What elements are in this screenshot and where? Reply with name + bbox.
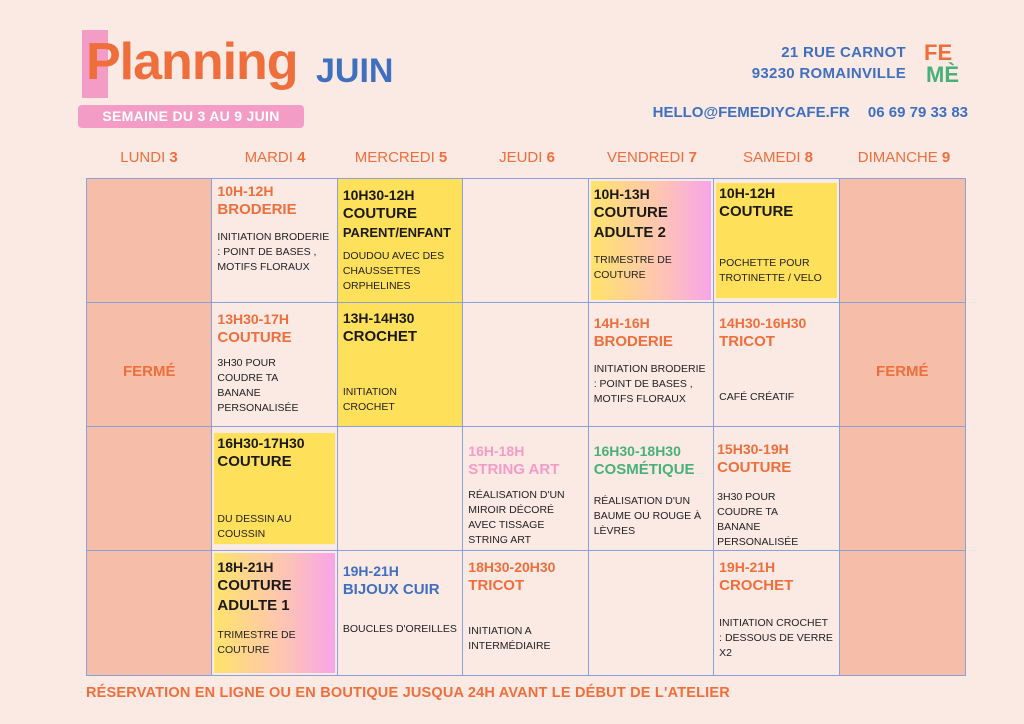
logo-top: FE <box>924 40 953 65</box>
saturday-slot-2[interactable] <box>714 303 839 427</box>
address-line-2: 93230 ROMAINVILLE <box>751 65 906 82</box>
day-header-saturday: SAMEDI 8 <box>742 149 814 166</box>
thursday-slot-4[interactable] <box>463 551 588 675</box>
schedule-grid <box>86 178 966 676</box>
event-description: 3H30 POUR COUDRE TA BANANE PERSONALISÉE <box>717 491 799 548</box>
event-description: RÉALISATION D'UN MIROIR DÉCORÉ AVEC TISSAGE STRING ART <box>468 489 565 546</box>
event-time: 13H-14H30 <box>342 310 415 326</box>
event-card[interactable] <box>591 181 711 300</box>
day-header-friday: VENDREDI 7 <box>606 149 698 166</box>
event-name: CROCHET <box>342 328 418 345</box>
tuesday-slot-1[interactable] <box>212 179 337 303</box>
day-header-wednesday: MERCREDI 5 <box>354 149 448 166</box>
event-name: CROCHET <box>719 577 794 594</box>
friday-slot-3[interactable] <box>589 427 714 551</box>
day-header-thursday: JEUDI 6 <box>499 149 555 166</box>
event-subtitle: PARENT/ENFANT <box>342 225 451 240</box>
event-card[interactable] <box>214 305 334 418</box>
phone-number[interactable]: 06 69 79 33 83 <box>867 104 968 121</box>
event-time: 18H-21H <box>217 559 274 575</box>
wednesday-slot-3 <box>338 427 463 551</box>
friday-slot-2[interactable] <box>589 303 714 427</box>
sunday-slot-1 <box>840 179 965 303</box>
friday-slot-1[interactable] <box>589 179 714 303</box>
address <box>752 42 906 84</box>
event-card[interactable] <box>214 181 334 277</box>
event-description: DOUDOU AVEC DES CHAUSSETTES ORPHELINES <box>342 250 445 292</box>
event-card[interactable] <box>340 305 460 417</box>
address-line-1: 21 RUE CARNOT <box>781 44 906 61</box>
closed-label-monday: FERMÉ <box>122 363 176 380</box>
event-name: COUTURE ADULTE 1 <box>217 577 292 614</box>
event-name: BIJOUX CUIR <box>342 581 440 598</box>
event-time: 18H30-20H30 <box>468 559 556 575</box>
event-description: DU DESSIN AU COUSSIN <box>217 513 292 540</box>
event-time: 14H-16H <box>593 315 650 331</box>
event-time: 10H-13H <box>593 186 650 202</box>
saturday-slot-3[interactable] <box>714 427 839 551</box>
event-name: COSMÉTIQUE <box>593 461 695 478</box>
event-time: 19H-21H <box>342 563 399 579</box>
closed-label-sunday: FERMÉ <box>876 363 929 380</box>
event-name: COUTURE <box>217 453 292 470</box>
event-description: CAFÉ CRÉATIF <box>719 391 795 403</box>
event-description: RÉALISATION D'UN BAUME OU ROUGE À LÈVRES <box>593 495 702 537</box>
event-time: 10H-12H <box>719 185 776 201</box>
event-card[interactable] <box>214 433 334 544</box>
event-card[interactable] <box>591 305 711 409</box>
event-time: 10H-12H <box>217 183 274 199</box>
wednesday-slot-2[interactable] <box>338 303 463 427</box>
sunday-slot-2 <box>840 303 965 427</box>
sunday-slot-4 <box>840 551 965 675</box>
event-name: COUTURE <box>342 205 418 222</box>
event-name: COUTURE ADULTE 2 <box>593 204 668 241</box>
day-header-monday: LUNDI 3 <box>120 149 178 166</box>
day-header-sunday: DIMANCHE 9 <box>857 149 951 166</box>
thursday-slot-2 <box>463 303 588 427</box>
event-description: TRIMESTRE DE COUTURE <box>217 629 296 656</box>
monday-slot-2 <box>87 303 212 427</box>
sunday-slot-3 <box>840 427 965 551</box>
event-card[interactable] <box>465 553 585 656</box>
event-description: BOUCLES D'OREILLES <box>342 623 457 635</box>
event-card[interactable] <box>591 429 711 541</box>
month-label: JUIN <box>316 52 394 90</box>
friday-slot-4 <box>589 551 714 675</box>
event-description: 3H30 POUR COUDRE TA BANANE PERSONALISÉE <box>217 357 299 414</box>
event-card[interactable] <box>714 429 836 552</box>
event-name: TRICOT <box>719 333 775 350</box>
event-name: COUTURE <box>217 329 292 346</box>
event-time: 16H-18H <box>468 443 525 459</box>
saturday-slot-1[interactable] <box>714 179 839 303</box>
event-card[interactable] <box>214 553 334 673</box>
event-name: BRODERIE <box>217 201 297 218</box>
event-time: 15H30-19H <box>717 441 789 457</box>
monday-slot-4 <box>87 551 212 675</box>
tuesday-slot-3[interactable] <box>212 427 337 551</box>
event-name: COUTURE <box>719 203 794 220</box>
event-card[interactable] <box>340 181 460 296</box>
event-description: INITIATION A INTERMÉDIAIRE <box>468 625 551 652</box>
contact <box>639 104 968 121</box>
event-description: TRIMESTRE DE COUTURE <box>593 254 672 281</box>
thursday-slot-1 <box>463 179 588 303</box>
event-name: STRING ART <box>468 461 560 478</box>
event-time: 16H30-17H30 <box>217 435 305 451</box>
event-name: TRICOT <box>468 577 525 594</box>
event-name: COUTURE <box>717 459 792 476</box>
email-link[interactable]: HELLO@FEMEDIYCAFE.FR <box>652 104 850 121</box>
event-description: INITIATION CROCHET <box>342 386 397 413</box>
event-card[interactable] <box>465 429 585 550</box>
event-time: 16H30-18H30 <box>593 443 681 459</box>
thursday-slot-3[interactable] <box>463 427 588 551</box>
event-time: 10H30-12H <box>342 187 415 203</box>
tuesday-slot-4[interactable] <box>212 551 337 675</box>
event-card[interactable] <box>340 553 460 639</box>
monday-slot-1 <box>87 179 212 303</box>
wednesday-slot-4[interactable] <box>338 551 463 675</box>
wednesday-slot-1[interactable] <box>338 179 463 303</box>
event-time: 19H-21H <box>719 559 776 575</box>
event-description: INITIATION BRODERIE : POINT DE BASES , MOTIFS FLORAUX <box>593 363 706 405</box>
tuesday-slot-2[interactable] <box>212 303 337 427</box>
page-title: Planning <box>86 33 298 91</box>
event-description: INITIATION BRODERIE : POINT DE BASES , MOTIFS FLORAUX <box>217 231 330 273</box>
day-header-tuesday: MARDI 4 <box>244 149 306 166</box>
saturday-slot-4[interactable] <box>714 551 839 675</box>
booking-note: RÉSERVATION EN LIGNE OU EN BOUTIQUE JUSQUA 24H AVANT LE DÉBUT DE L'ATELIER <box>86 685 730 701</box>
femme-logo <box>924 40 968 86</box>
event-card[interactable] <box>716 183 836 298</box>
event-name: BRODERIE <box>593 333 673 350</box>
event-description: POCHETTE POUR TROTINETTE / VELO <box>719 257 822 284</box>
event-card[interactable] <box>716 305 836 407</box>
week-badge: SEMAINE DU 3 AU 9 JUIN <box>78 105 304 128</box>
monday-slot-3 <box>87 427 212 551</box>
day-headers <box>86 149 966 169</box>
logo-bottom: MÈ <box>926 62 959 87</box>
event-time: 14H30-16H30 <box>719 315 807 331</box>
event-description: INITIATION CROCHET : DESSOUS DE VERRE X2 <box>719 617 833 659</box>
event-card[interactable] <box>716 553 836 663</box>
event-time: 13H30-17H <box>217 311 290 327</box>
